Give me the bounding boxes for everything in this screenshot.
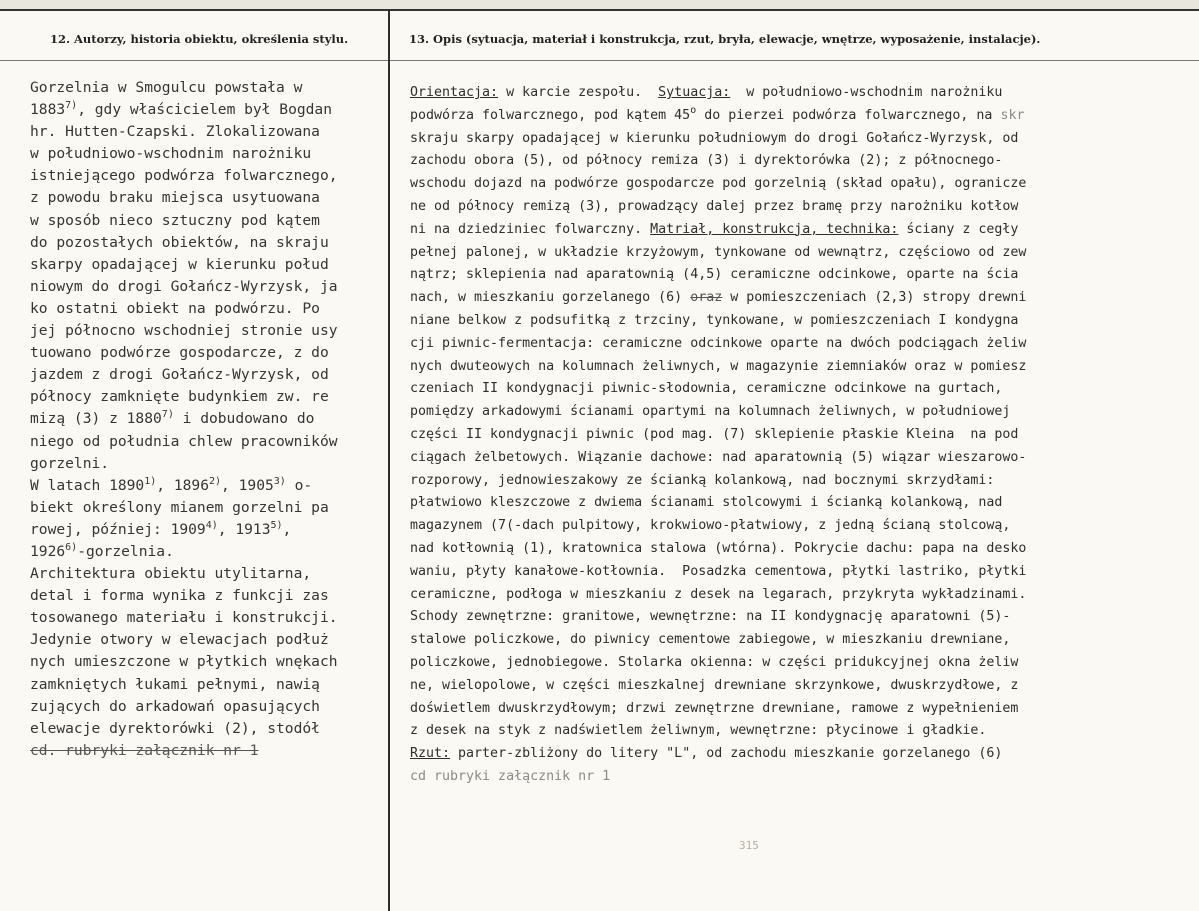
text-line: skarpy opadającej w kierunku połud — [30, 255, 329, 273]
text-line: elewacje dyrektorówki (2), stodół — [30, 719, 320, 737]
text-line: niego od południa chlew pracowników — [30, 432, 338, 450]
text-line: cji piwnic-fermentacja: ceramiczne odcinkowe oparte na dwóch podciągach żeliw — [410, 335, 1027, 351]
text-line: nych dwuteowych na kolumnach żeliwnych, w magazynie ziemniaków oraz w pomiesz — [410, 358, 1027, 374]
text-line: ceramiczne, podłoga w mieszkaniu z desek na legarach, przykryta wykładzinami. — [410, 586, 1027, 602]
text-line: pełnej palonej, w układzie krzyżowym, tynkowane od wewnątrz, częściowo od zew — [410, 244, 1027, 260]
text-line: ko ostatni obiekt na podwórzu. Po — [30, 299, 320, 317]
text-line: 1883$^{7)}$, gdy właścicielem był Bogdan — [30, 100, 333, 119]
text-line: zachodu obora (5), od północy remiza (3) i dyrektorówka (2); z północnego- — [410, 153, 1003, 169]
text-line: w południowo-wschodnim narożniku — [30, 145, 312, 163]
text-line: waniu, płyty kanałowe-kotłownia. Posadzka cementowa, płytki lastriko, płytki — [410, 563, 1027, 579]
text-line: mizą (3) z 1880$^{7)}$ i dobudowano do — [30, 409, 315, 428]
text-line: ne, wielopolowe, w części mieszkalnej drewniane skrzynkowe, dwuskrzydłowe, z — [410, 677, 1019, 693]
text-line: Gorzelnia w Smogulcu powstała w — [30, 79, 303, 96]
text-line: detal i forma wynika z funkcji zas — [30, 587, 329, 605]
text-line: W latach 1890$^{1)}$, 1896$^{2)}$, 1905$^{3)}$ o- — [30, 475, 313, 494]
text-line: rowej, później: 1909$^{4)}$, 1913$^{5)}$, — [30, 519, 292, 538]
text-line: skraju skarpy opadającej w kierunku południowym do drogi Gołańcz-Wyrzysk, od — [410, 130, 1019, 146]
text-line: ni na dziedziniec folwarczny. Matriał, konstrukcja, technika: ściany z cegły — [410, 221, 1019, 237]
text-line: z powodu braku miejsca usytuowana — [30, 189, 320, 207]
text-line: Orientacja: w karcie zespołu. Sytuacja: w południowo-wschodnim narożniku — [410, 85, 1003, 100]
text-line: jazdem z drogi Gołańcz-Wyrzysk, od — [30, 366, 329, 384]
header-rule — [0, 60, 1199, 61]
footnote-ref: 6) — [65, 541, 78, 553]
text-line: istniejącego podwórza folwarcznego, — [30, 167, 338, 185]
text-line: gorzelni. — [30, 454, 110, 472]
text-line: nątrz; sklepienia nad aparatownią (4,5) ceramiczne odcinkowe, oparte na ścia — [410, 267, 1019, 283]
section-label-rzut: Rzut: — [410, 746, 451, 762]
top-rule — [0, 9, 1199, 11]
text-line: płatwiowo kleszczowe z dwiema ścianami stolcowymi i ścianką kolankową, nad — [410, 495, 1003, 511]
continuation-note: cd rubryki załącznik nr 1 — [410, 768, 611, 784]
text-line: nach, w mieszkaniu gorzelanego (6) oraz w pomieszczeniach (2,3) stropy drewni — [410, 290, 1027, 306]
text-line: rozporowy, jednowieszakowy ze ścianką kolankową, nad bocznymi skrzydłami: — [410, 472, 995, 488]
text-line: czeniach II kondygnacji piwnic-słodownia, ceramiczne odcinkowe na gurtach, — [410, 381, 1003, 397]
text-line: pomiędzy arkadowymi ścianami opartymi na kolumnach żeliwnych, w południowej — [410, 404, 1011, 420]
text-line: magazynem (7(-dach pulpitowy, krokwiowo-płatwiowy, z jedną ścianą stolcową, — [410, 518, 1011, 534]
footnote-ref: 2) — [209, 475, 222, 487]
text-line: hr. Hutten-Czapski. Zlokalizowana — [30, 123, 320, 141]
text-line: części II kondygnacji piwnic (pod mag. (7) sklepienie płaskie Kleina na pod — [410, 426, 1019, 442]
degree-mark: o — [690, 104, 697, 116]
text-line: Rzut: parter-zbliżony do litery "L", od zachodu mieszkanie gorzelanego (6) — [410, 746, 1003, 762]
scan-top-edge — [0, 0, 1199, 9]
text-line: ciągach żelbetowych. Wiązanie dachowe: nad aparatownią (5) wiązar wieszarowo- — [410, 449, 1027, 465]
column-divider — [388, 9, 390, 911]
text-line: niane belkow z podsufitką z trzciny, tynkowane, w pomieszczeniach I kondygna — [410, 312, 1019, 328]
right-column-text — [410, 82, 1199, 789]
footnote-ref: 1) — [144, 475, 157, 487]
text-line: zujących do arkadowań opasujących — [30, 697, 320, 715]
text-line: stalowe policzkowe, do piwnicy cementowe zabiegowe, w mieszkaniu drewniane, — [410, 632, 1011, 648]
text-line: biekt określony mianem gorzelni pa — [30, 498, 329, 516]
text-line: jej północno wschodniej stronie usy — [30, 322, 338, 340]
text-line: zamkniętych łukami pełnymi, nawią — [30, 675, 320, 693]
text-line: podwórza folwarcznego, pod kątem 45$^o$ do pierzei podwórza folwarcznego, na skr — [410, 104, 1025, 123]
text-line: z desek na styk z nadświetlem żeliwnym, wewnętrzne: płycinowe i gładkie. — [410, 723, 987, 739]
text-line: nych umieszczone w płytkich wnękach — [30, 653, 338, 671]
text-line: tosowanego materiału i konstrukcji. — [30, 609, 338, 627]
text-line: ne od północy remizą (3), prowadzący dalej przez bramę przy narożniku kotłow — [410, 198, 1019, 214]
text-line: policzkowe, jednobiegowe. Stolarka okienna: w części pridukcyjnej okna żeliw — [410, 654, 1019, 670]
text-line: wschodu dojazd na podwórze gospodarcze pod gorzelnią (skład opału), ogranicze — [410, 176, 1027, 192]
text-line: Jedynie otwory w elewacjach podłuż — [30, 631, 329, 649]
footnote-ref: 4) — [205, 519, 218, 531]
right-column-heading: 13. Opis (sytuacja, materiał i konstrukcja, rzut, bryła, elewacje, wnętrze, wyposażenie, instalacje). — [409, 32, 1041, 46]
text-line: w sposób nieco sztuczny pod kątem — [30, 211, 320, 229]
text-line: do pozostałych obiektów, na skraju — [30, 233, 329, 251]
continuation-note: cd. rubryki załącznik nr 1 — [30, 741, 259, 759]
section-label-material: Matriał, konstrukcja, technika: — [650, 221, 899, 237]
left-column-heading: 12. Autorzy, historia obiektu, określenia stylu. — [50, 32, 349, 46]
text-line: Architektura obiektu utylitarna, — [30, 565, 312, 583]
text-line: 1926$^{6)}$-gorzelnia. — [30, 541, 174, 560]
page-mark: 315 — [739, 839, 759, 852]
text-line: niowym do drogi Gołańcz-Wyrzysk, ja — [30, 277, 338, 295]
text-line: doświetlem dwuskrzydłowym; drzwi zewnętrzne drewniane, ramowe z wypełnieniem — [410, 700, 1019, 716]
section-label-orientacja: Orientacja: — [410, 85, 499, 100]
footnote-ref: 3) — [273, 475, 286, 487]
text-line: nad kotłownią (1), kratownica stalowa (wtórna). Pokrycie dachu: papa na desko — [410, 540, 1027, 556]
text-line: tuowano podwórze gospodarcze, z do — [30, 344, 329, 362]
text-line: północy zamknięte budynkiem zw. re — [30, 388, 329, 406]
footnote-ref: 5) — [270, 519, 283, 531]
left-column-text — [30, 77, 382, 762]
section-label-sytuacja: Sytuacja: — [658, 85, 731, 100]
text-line: Schody zewnętrzne: granitowe, wewnętrzne: na II kondygnację aparatowni (5)- — [410, 609, 1011, 625]
footnote-ref: 7) — [65, 100, 78, 112]
footnote-ref: 7) — [161, 409, 174, 421]
